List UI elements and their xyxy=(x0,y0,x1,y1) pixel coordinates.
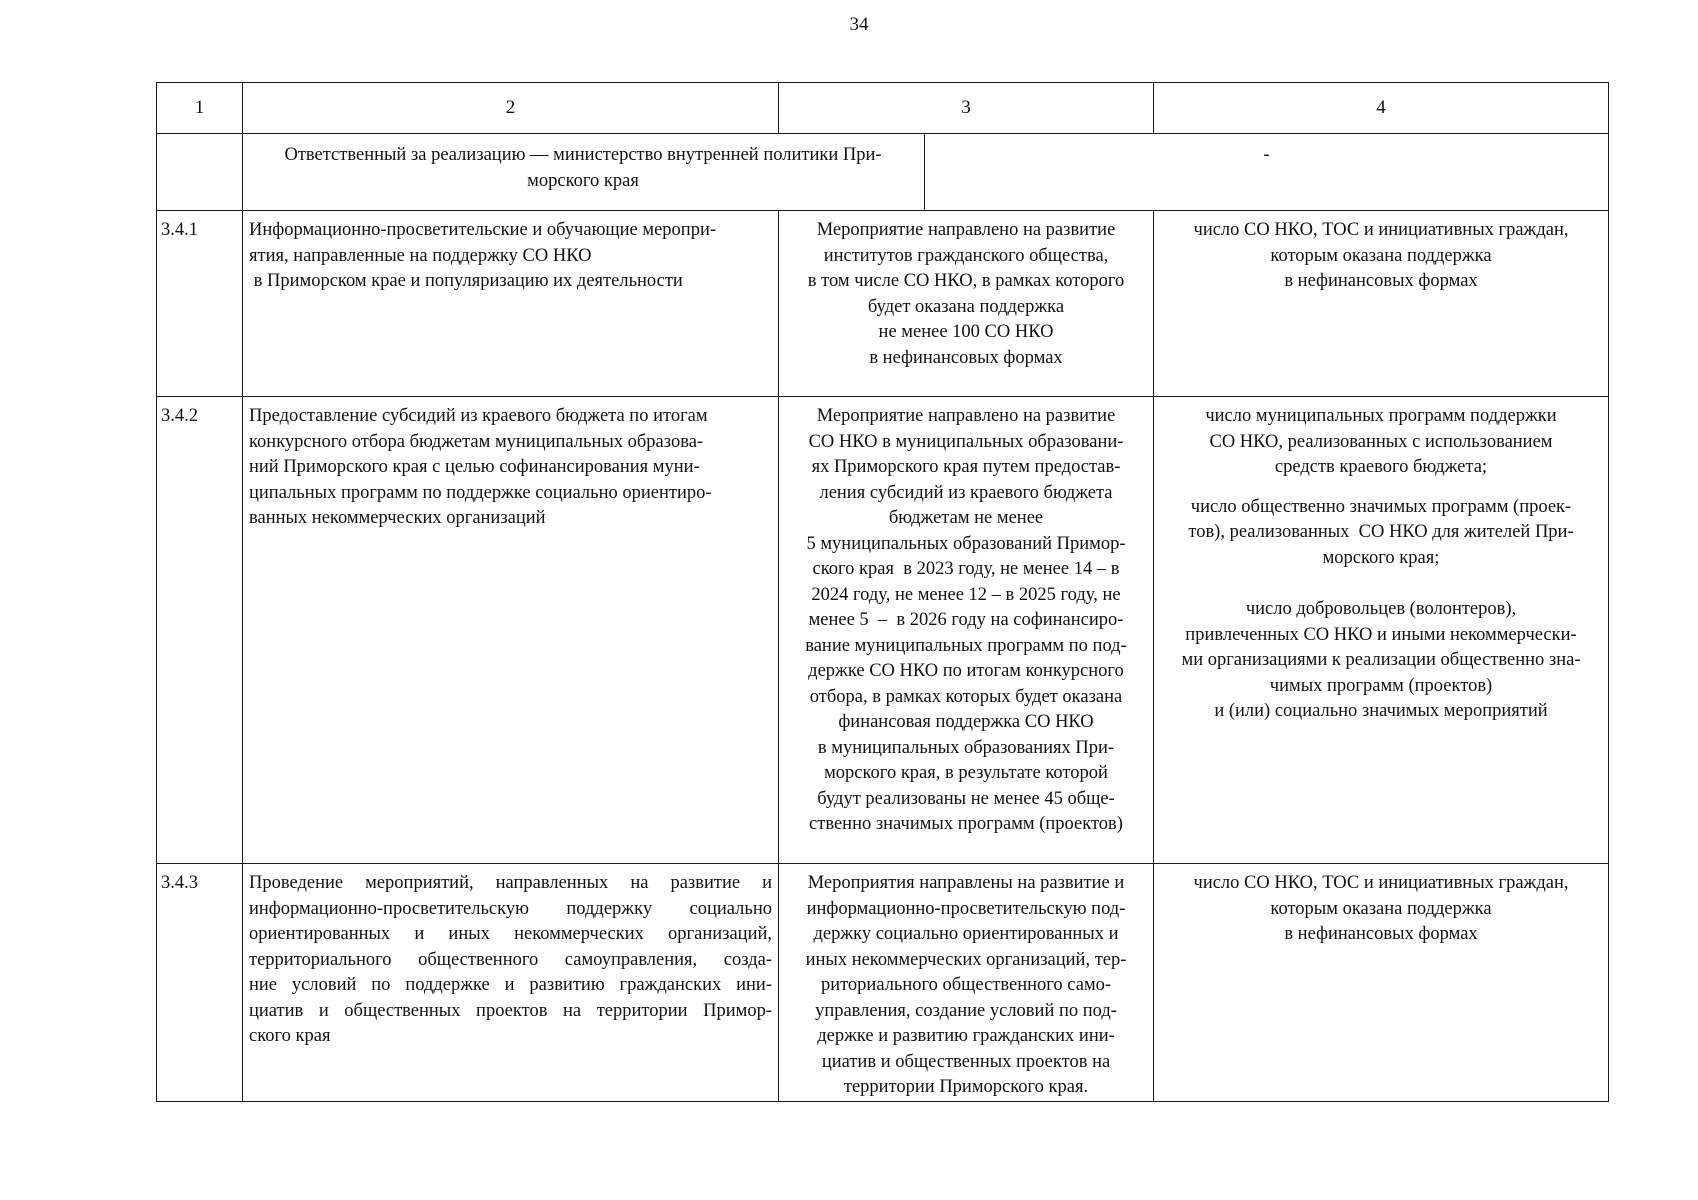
text-line: Мероприятия направлены на развитие и xyxy=(807,873,1125,893)
text-line: ориентированных и иных некоммерческих организаций, xyxy=(249,924,772,944)
text-line: в Приморском крае и популяризацию их деятельности xyxy=(249,271,683,291)
measures-table xyxy=(156,82,1609,1102)
measure-name xyxy=(243,397,779,864)
row-number: 3.4.3 xyxy=(157,864,243,1102)
responsible-text xyxy=(249,143,917,194)
row-number: 3.4.2 xyxy=(157,397,243,864)
text-line: привлеченных СО НКО и иными некоммерчески- xyxy=(1185,624,1577,645)
paragraph-gap xyxy=(1162,481,1600,495)
text-line: Мероприятие направлено на развитие xyxy=(816,220,1116,240)
text-line: информационно-просветительскую поддержку социально xyxy=(249,898,772,919)
text-line: 5 муниципальных образований Примор- xyxy=(806,533,1126,554)
text-line: морского края; xyxy=(1322,547,1440,568)
text-line: менее 5 – в 2026 году на софинансиро- xyxy=(808,610,1124,630)
table-row xyxy=(157,397,1609,864)
text-line: ванных некоммерческих организаций xyxy=(249,508,546,528)
text-line: циатив и общественных проектов на территории Примор- xyxy=(249,1000,772,1021)
text-line: бюджетам не менее xyxy=(888,508,1044,528)
text-line: Предоставление субсидий из краевого бюджета по итогам xyxy=(249,406,708,426)
text-line: ципальных программ по поддержке социально ориентиро- xyxy=(249,482,712,503)
measure-description xyxy=(779,864,1154,1102)
measure-indicators xyxy=(1154,864,1609,1102)
paragraph-gap xyxy=(1162,571,1600,597)
table-row xyxy=(157,211,1609,397)
text-line: риториального общественного само- xyxy=(820,975,1112,995)
text-line: в том числе СО НКО, в рамках которого xyxy=(807,271,1125,291)
text-line: чимых программ (проектов) xyxy=(1269,675,1493,696)
text-line: ми организациями к реализации общественно зна- xyxy=(1181,650,1581,670)
text-line: будут реализованы не менее 45 обще- xyxy=(817,788,1115,809)
text-line: информационно-просветительскую под- xyxy=(806,898,1126,919)
responsible-value: - xyxy=(1263,145,1270,165)
column-header-1: 1 xyxy=(157,83,243,134)
text-line: СО НКО в муниципальных образовани- xyxy=(808,431,1124,452)
text-line: не менее 100 СО НКО xyxy=(878,322,1054,342)
text-line: и (или) социально значимых мероприятий xyxy=(1214,701,1548,721)
text-line: ях Приморского края путем предостав- xyxy=(811,457,1121,477)
table-row xyxy=(157,864,1609,1102)
text-line: ятия, направленные на поддержку СО НКО xyxy=(249,245,592,266)
text-line: средств краевого бюджета; xyxy=(1274,457,1488,477)
measure-name xyxy=(243,211,779,397)
column-header-3: 3 xyxy=(779,83,1154,134)
responsible-num-cell xyxy=(157,134,243,211)
column-header-2: 2 xyxy=(243,83,779,134)
text-line: ского края в 2023 году, не менее 14 – в xyxy=(812,559,1120,579)
text-line: Информационно-просветительские и обучающие меропри- xyxy=(249,220,716,240)
page-number: 34 xyxy=(849,14,869,35)
text-line: держке СО НКО по итогам конкурсного xyxy=(808,661,1124,681)
text-line: СО НКО, реализованных с использованием xyxy=(1209,431,1553,452)
text-line: циатив и общественных проектов на xyxy=(821,1051,1111,1072)
measure-name xyxy=(243,864,779,1102)
text-line: институтов гражданского общества, xyxy=(823,245,1109,266)
text-line: держке и развитию гражданских ини- xyxy=(817,1026,1115,1046)
text-line: иных некоммерческих организаций, тер- xyxy=(805,949,1127,970)
text-line: тов), реализованных СО НКО для жителей При- xyxy=(1188,522,1574,542)
text-line: Мероприятие направлено на развитие xyxy=(816,406,1116,426)
measure-indicators xyxy=(1154,397,1609,864)
text-line: ления субсидий из краевого бюджета xyxy=(819,482,1113,503)
text-line: число муниципальных программ поддержки xyxy=(1205,406,1557,426)
text-line: в муниципальных образованиях При- xyxy=(817,737,1115,758)
text-line: отбора, в рамках которых будет оказана xyxy=(809,686,1123,707)
text-line: ние условий по поддержке и развитию гражданских ини- xyxy=(249,975,772,995)
text-line: в нефинансовых формах xyxy=(869,347,1063,368)
text-line: территории Приморского края. xyxy=(843,1077,1089,1097)
table-header-row xyxy=(157,83,1609,134)
text-line: в нефинансовых формах xyxy=(1284,271,1478,291)
text-line: держку социально ориентированных и xyxy=(813,924,1119,944)
text-line: будет оказана поддержка xyxy=(867,296,1065,317)
measure-description xyxy=(779,211,1154,397)
text-line: 2024 году, не менее 12 – в 2025 году, не xyxy=(811,584,1121,605)
row-number: 3.4.1 xyxy=(157,211,243,397)
text-line: в нефинансовых формах xyxy=(1284,924,1478,944)
text-line: которым оказана поддержка xyxy=(1270,898,1492,919)
text-line: ний Приморского края с целью софинансирования муни- xyxy=(249,457,700,477)
text-line: конкурсного отбора бюджетам муниципальных образова- xyxy=(249,431,704,452)
text-line: которым оказана поддержка xyxy=(1270,245,1492,266)
text-line: ственно значимых программ (проектов) xyxy=(809,814,1123,834)
measure-indicators xyxy=(1154,211,1609,397)
responsible-cell xyxy=(243,134,1609,211)
text-line: число общественно значимых программ (проек- xyxy=(1190,496,1572,517)
text-line: число СО НКО, ТОС и инициативных граждан, xyxy=(1193,873,1569,893)
responsible-line: Ответственный за реализацию — министерство внутренней политики При- xyxy=(284,145,882,165)
text-line: морского края, в результате которой xyxy=(824,763,1108,783)
column-header-4: 4 xyxy=(1154,83,1609,134)
text-line: финансовая поддержка СО НКО xyxy=(838,712,1094,732)
responsible-line: морского края xyxy=(527,170,639,191)
text-line: управления, создание условий по под- xyxy=(815,1000,1117,1021)
text-line: Проведение мероприятий, направленных на развитие и xyxy=(249,873,772,893)
text-line: вание муниципальных программ по под- xyxy=(805,635,1127,656)
measure-description xyxy=(779,397,1154,864)
text-line: территориального общественного самоуправления, созда- xyxy=(249,949,772,970)
text-line: число добровольцев (волонтеров), xyxy=(1245,599,1517,619)
text-line: ского края xyxy=(249,1026,331,1046)
text-line: число СО НКО, ТОС и инициативных граждан, xyxy=(1193,220,1569,240)
responsible-row xyxy=(157,134,1609,211)
